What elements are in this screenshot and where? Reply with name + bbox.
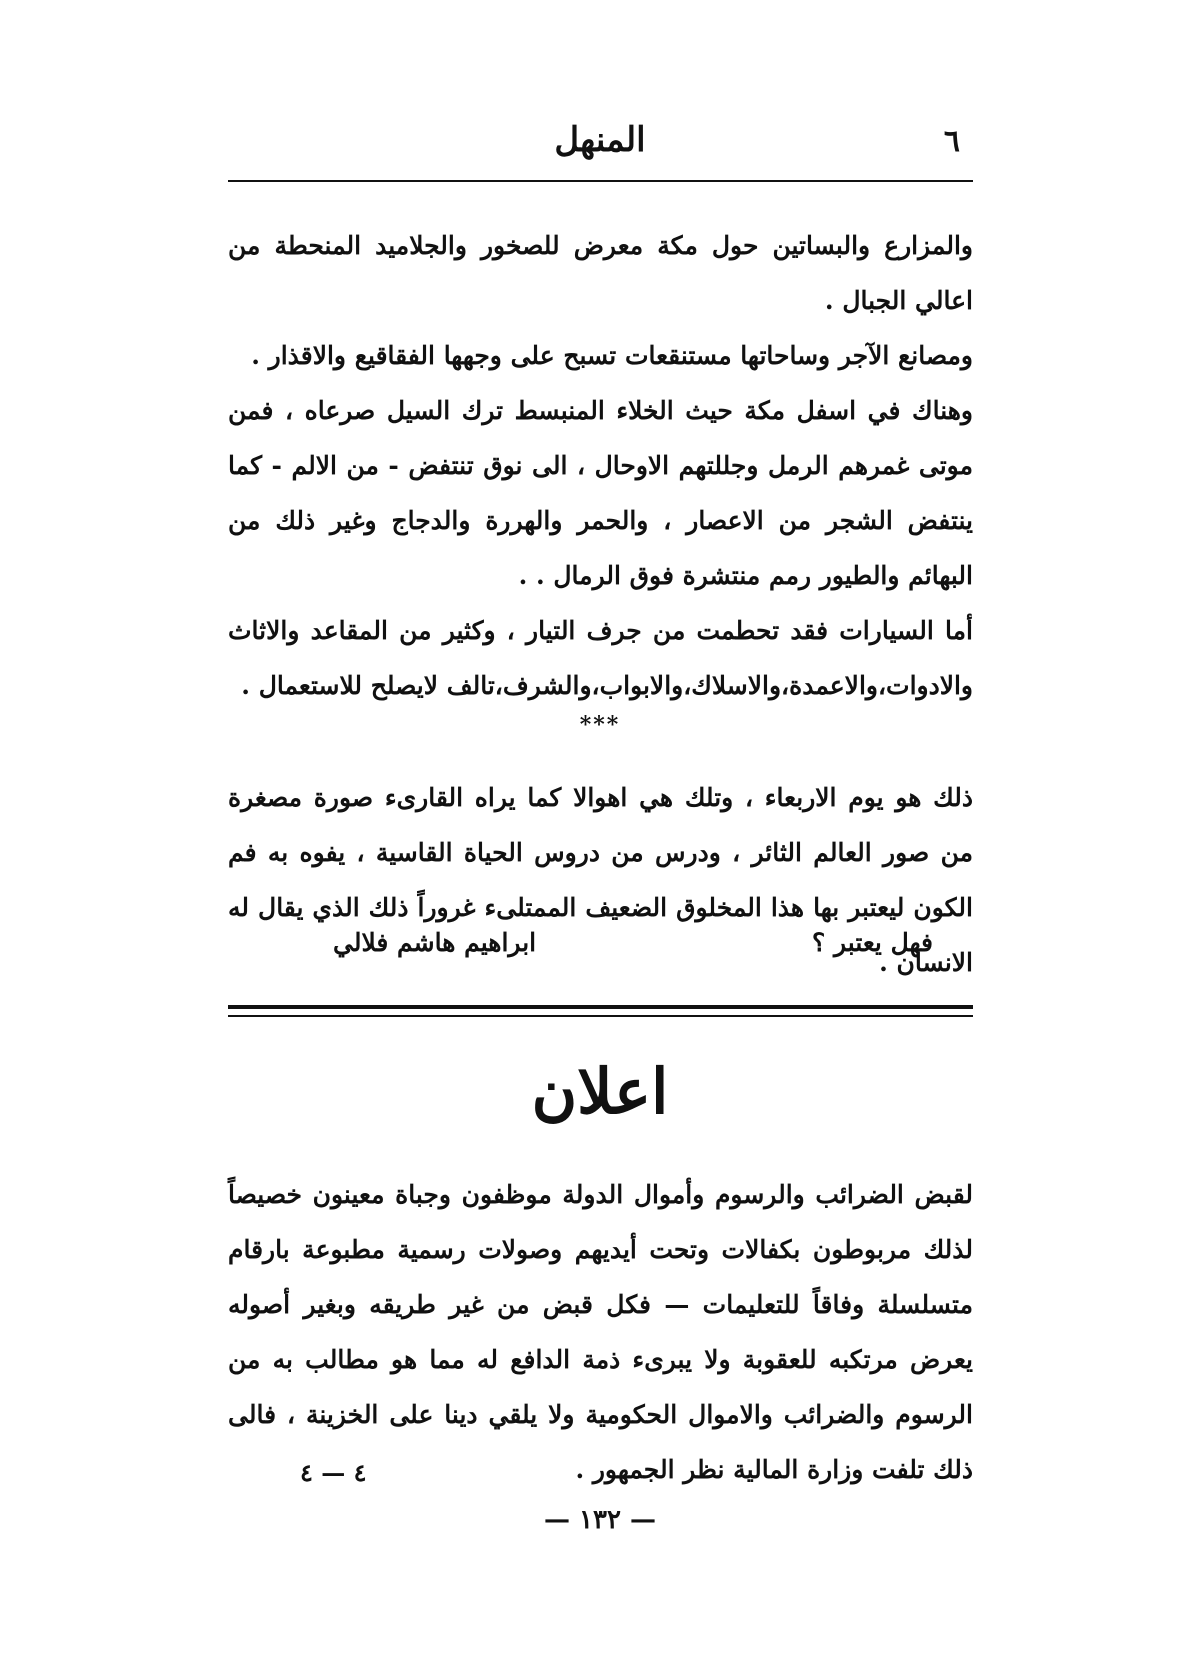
advertisement-reference: ٤ — ٤ (300, 1458, 367, 1487)
journal-name: المنهل (554, 120, 646, 160)
article-paragraph: أما السيارات فقد تحطمت من جرف التيار ، وكثير من المقاعد والاثاث والادوات،والاعمدة،والاسلاك،والابواب،والشرف،تالف لايصلح للاستعمال . (228, 616, 974, 700)
advertisement-title: اعلان (531, 1055, 669, 1128)
author-name: ابراهيم هاشم فلالي (333, 928, 537, 957)
advertisement-paragraph: لقبض الضرائب والرسوم وأموال الدولة موظفون وجباة معينون خصيصاً لذلك مربوطون بكفالات وتحت أيديهم وصولات رسمية مطبوعة بارقام متسلسلة وفاقاً للتعليمات — فكل قبض من غير طريقه وبغير أصوله يعرض مرتكبه للعقوبة ولا يبرىء ذمة الدافع له مما هو مطالب به من الرسوم والضرائب والاموال الحكومية ولا يلقي دينا على الخزينة ، فالى ذلك تلفت وزارة المالية نظر الجمهور . (228, 1180, 973, 1484)
closing-question: فهل يعتبر ؟ (812, 928, 933, 957)
footer-page-number: — ١٣٢ — (543, 1505, 657, 1535)
header-page-number: ٦ (943, 124, 960, 159)
header-rule (228, 180, 973, 182)
closing-paragraph: ذلك هو يوم الاربعاء ، وتلك هي اهوالا كما يراه القارىء صورة مصغرة من صور العالم الثائر ، ودرس من دروس الحياة القاسية ، يفوه به فم الكون ليعتبر بها هذا المخلوق الضعيف الممتلىء غروراً ذلك الذي يقال له الانسان . (228, 783, 973, 977)
signature-row (228, 928, 973, 978)
article-paragraph: ومصانع الآجر وساحاتها مستنقعات تسبح على وجهها الفقاقيع والاقذار . (251, 341, 973, 370)
advertisement-body (228, 1167, 973, 1497)
section-separator: *** (579, 712, 621, 738)
section-divider (228, 1005, 973, 1017)
article-paragraph: والمزارع والبساتين حول مكة معرض للصخور والجلاميد المنحطة من اعالي الجبال . (228, 231, 973, 315)
article-paragraph: وهناك في اسفل مكة حيث الخلاء المنبسط ترك السيل صرعاه ، فمن موتى غمرهم الرمل وجللتهم الاوحال ، الى نوق تنتفض - من الالم - كما ينتفض الشجر من الاعصار ، والحمر والهررة والدجاج وغير ذلك من البهائم والطيور رمم منتشرة فوق الرمال . . (228, 396, 973, 590)
article-body (228, 218, 973, 713)
page-header (225, 120, 975, 170)
